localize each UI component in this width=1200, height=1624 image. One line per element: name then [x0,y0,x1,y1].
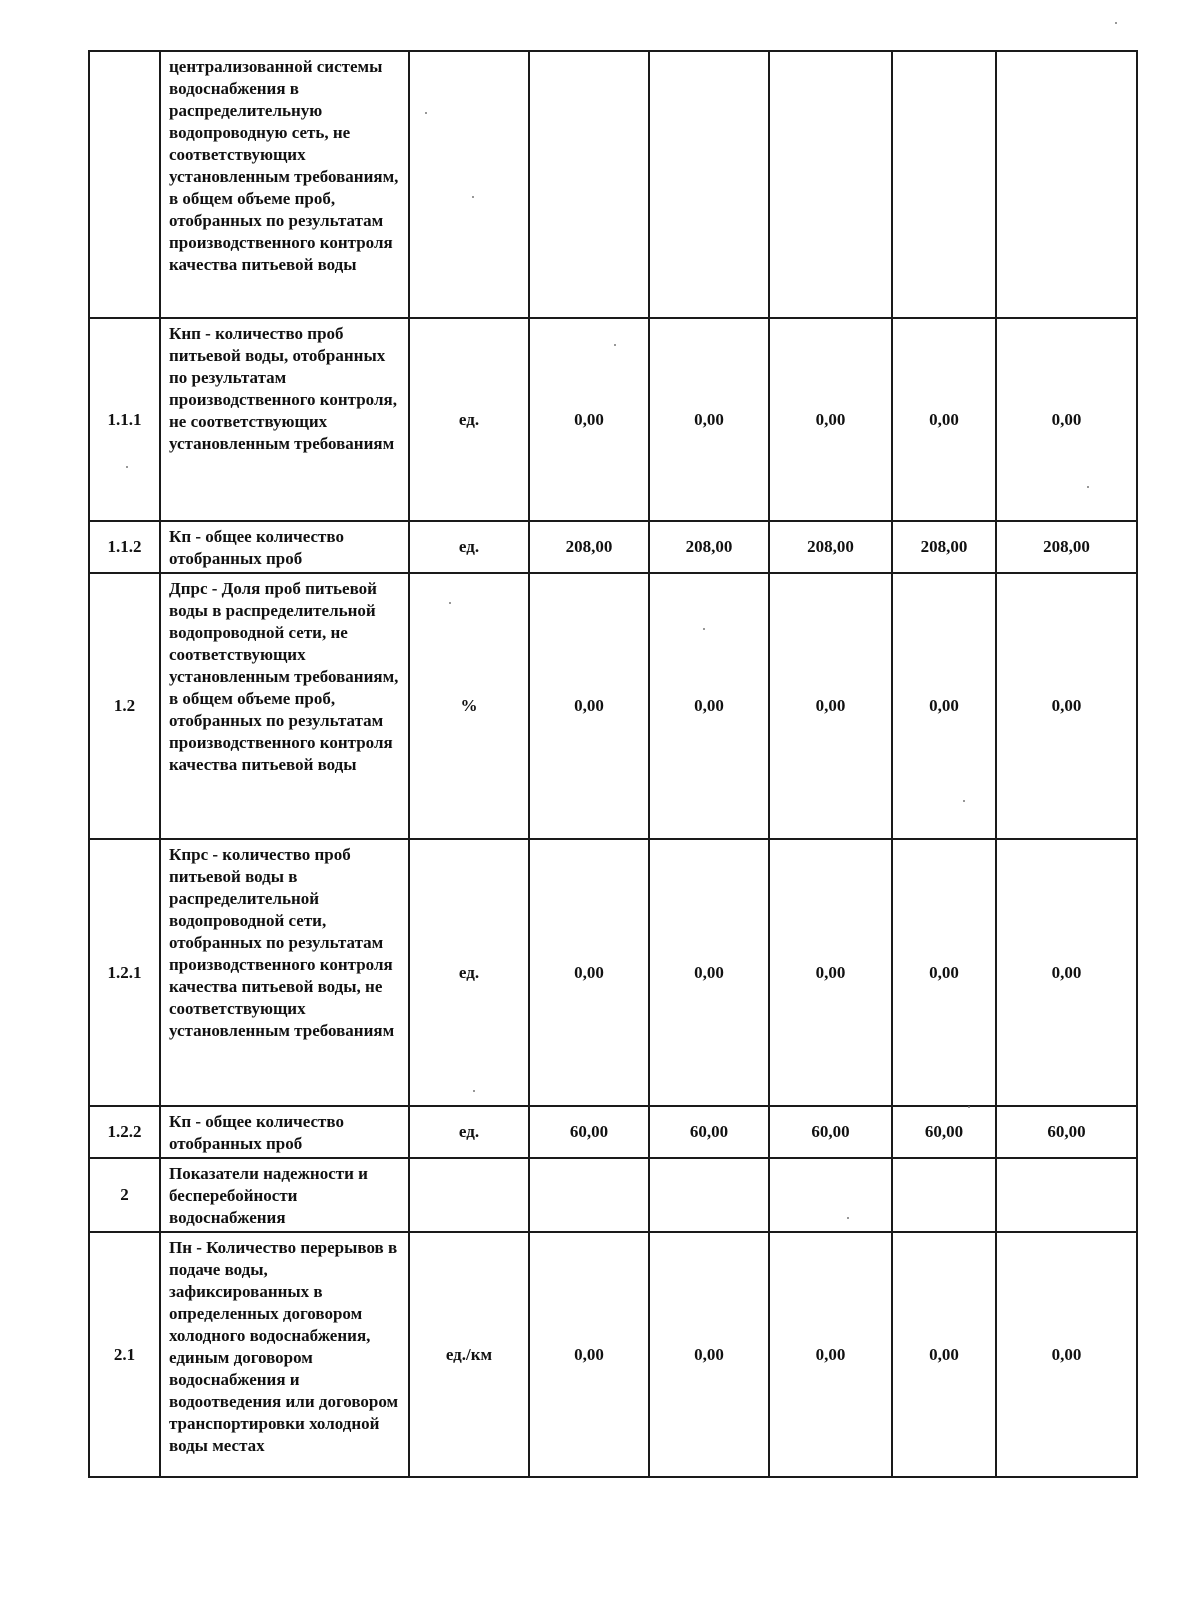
row-number: 1.1.1 [89,318,160,521]
scan-speck [847,1217,849,1219]
scan-speck [472,196,474,198]
row-description: Дпрс - Доля проб питьевой воды в распределительной водопроводной сети, не соответствующих установленным требованиям, в общем объеме проб, отобранных по результатам производственного контроля качества питьевой воды [160,573,409,839]
row-value-2: 0,00 [649,573,769,839]
row-value-2: 0,00 [649,1232,769,1477]
scan-speck [425,112,427,114]
row-value-2: 0,00 [649,318,769,521]
row-value-3: 0,00 [769,1232,892,1477]
row-value-2: 0,00 [649,839,769,1106]
row-number: 2.1 [89,1232,160,1477]
row-unit: ед. [409,318,529,521]
row-value-4 [892,51,996,318]
row-value-5: 0,00 [996,1232,1137,1477]
scan-speck [473,1090,475,1092]
row-value-1: 60,00 [529,1106,649,1158]
row-value-2 [649,1158,769,1232]
row-value-5: 0,00 [996,839,1137,1106]
row-value-4: 0,00 [892,318,996,521]
row-value-5: 0,00 [996,573,1137,839]
scan-speck [449,602,451,604]
row-value-3 [769,51,892,318]
row-value-3: 0,00 [769,839,892,1106]
scan-speck [963,800,965,802]
row-value-5: 60,00 [996,1106,1137,1158]
row-value-5: 208,00 [996,521,1137,573]
scan-speck [1115,22,1117,24]
row-unit: ед. [409,839,529,1106]
row-number [89,51,160,318]
row-value-4: 0,00 [892,1232,996,1477]
scan-speck [968,1106,970,1108]
row-value-1: 0,00 [529,1232,649,1477]
row-value-5: 0,00 [996,318,1137,521]
row-description: Кнп - количество проб питьевой воды, отобранных по результатам производственного контроля, не соответствующих установленным требованиям [160,318,409,521]
row-number: 2 [89,1158,160,1232]
row-value-3: 0,00 [769,573,892,839]
table-row [89,573,1137,839]
row-value-3: 0,00 [769,318,892,521]
table-row [89,521,1137,573]
row-description: Пн - Количество перерывов в подаче воды, зафиксированных в определенных договором холодного водоснабжения, единым договором водоснабжения и водоотведения или договором транспортировки холодной воды местах [160,1232,409,1477]
row-description: Кп - общее количество отобранных проб [160,1106,409,1158]
row-unit: ед. [409,1106,529,1158]
row-value-1 [529,1158,649,1232]
table-row [89,1106,1137,1158]
row-value-2: 60,00 [649,1106,769,1158]
row-value-4: 60,00 [892,1106,996,1158]
row-unit [409,51,529,318]
row-value-3: 208,00 [769,521,892,573]
row-value-4: 0,00 [892,573,996,839]
row-value-4: 208,00 [892,521,996,573]
row-description: Кп - общее количество отобранных проб [160,521,409,573]
row-value-1: 0,00 [529,573,649,839]
table-row [89,318,1137,521]
row-value-4: 0,00 [892,839,996,1106]
row-number: 1.2 [89,573,160,839]
row-value-1: 208,00 [529,521,649,573]
row-value-5 [996,1158,1137,1232]
scan-speck [614,344,616,346]
indicators-table [88,50,1138,1478]
row-value-3: 60,00 [769,1106,892,1158]
row-value-2: 208,00 [649,521,769,573]
row-unit: % [409,573,529,839]
row-description: централизованной системы водоснабжения в распределительную водопроводную сеть, не соответствующих установленным требованиям, в общем объеме проб, отобранных по результатам производственного контроля качества питьевой воды [160,51,409,318]
row-value-4 [892,1158,996,1232]
row-value-1: 0,00 [529,839,649,1106]
row-value-1: 0,00 [529,318,649,521]
row-number: 1.2.2 [89,1106,160,1158]
row-value-3 [769,1158,892,1232]
scan-speck [126,466,128,468]
row-unit: ед./км [409,1232,529,1477]
row-number: 1.2.1 [89,839,160,1106]
table-row [89,1158,1137,1232]
scan-speck [1087,486,1089,488]
scan-speck [703,628,705,630]
table-row [89,51,1137,318]
row-value-2 [649,51,769,318]
row-number: 1.1.2 [89,521,160,573]
row-value-1 [529,51,649,318]
table-row [89,1232,1137,1477]
row-value-5 [996,51,1137,318]
row-unit [409,1158,529,1232]
row-description: Показатели надежности и бесперебойности водоснабжения [160,1158,409,1232]
row-description: Кпрс - количество проб питьевой воды в распределительной водопроводной сети, отобранных по результатам производственного контроля качества питьевой воды, не соответствующих установленным требованиям [160,839,409,1106]
table-row [89,839,1137,1106]
row-unit: ед. [409,521,529,573]
